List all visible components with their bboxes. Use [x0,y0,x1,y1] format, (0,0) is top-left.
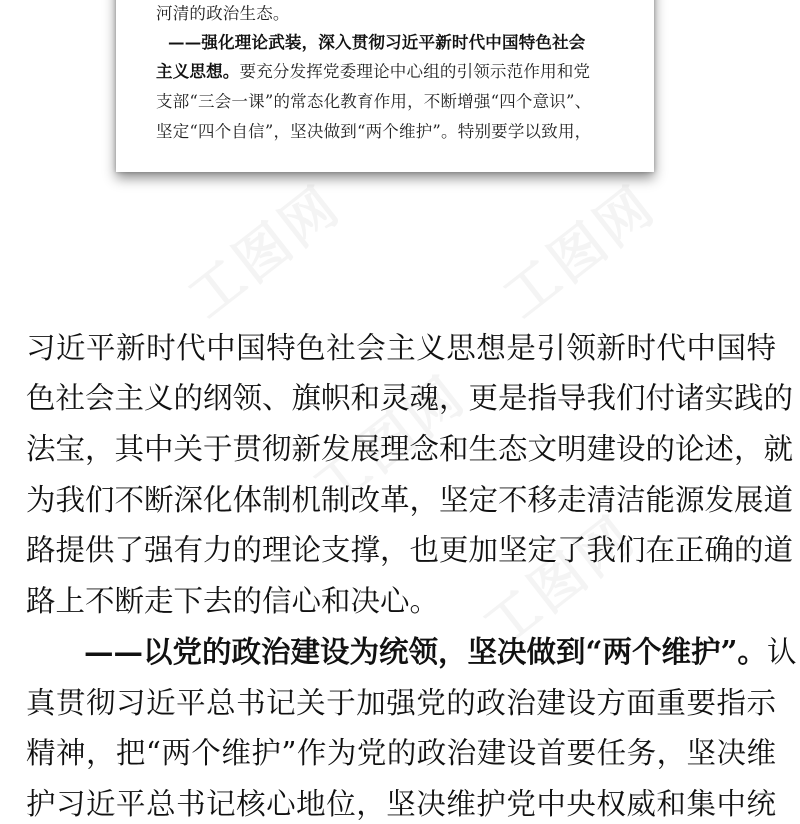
paragraph-line: 路上不断走下去的信心和决心。 [26,584,440,618]
section-heading: ——以党的政治建设为统领，坚决做到“两个维护”。 [84,634,767,669]
section-heading-line [84,632,797,672]
watermark [170,165,355,333]
card-heading-line [168,28,586,57]
watermark [485,165,670,333]
card-line: 河清的政治生态。 [156,4,290,23]
paragraph-line: 习近平新时代中国特色社会主义思想是引领新时代中国特 [26,331,776,365]
paragraph-line: 真贯彻习近平总书记关于加强党的政治建设方面重要指示 [26,686,776,720]
card-line: 坚定“四个自信”，坚决做到“两个维护”。特别要学以致用， [156,122,592,141]
document-excerpt-card [116,0,654,172]
card-line-normal: 要充分发挥党委理论中心组的引领示范作用和党 [239,62,591,81]
card-heading-strong: ——强化理论武装，深入贯彻习近平新时代中国特色社会 [168,33,586,52]
card-line: 支部“三会一课”的常态化教育作用，不断增强“四个意识”、 [156,92,592,111]
paragraph-line: 色社会主义的纲领、旗帜和灵魂，更是指导我们付诸实践的 [26,381,794,415]
paragraph-line: 法宝，其中关于贯彻新发展理念和生态文明建设的论述，就 [26,432,794,466]
paragraph-line: 路提供了强有力的理论支撑，也更加坚定了我们在正确的道 [26,533,794,567]
paragraph-line: 为我们不断深化体制机制改革，坚定不移走清洁能源发展道 [26,483,794,517]
card-line [156,57,590,86]
paragraph-line: 精神，把“两个维护”作为党的政治建设首要任务，坚决维 [26,736,776,770]
paragraph-line: 护习近平总书记核心地位，坚决维护党中央权威和集中统 [26,787,776,821]
section-heading-continuation: 认 [766,635,797,669]
card-heading-strong: 主义思想。 [156,62,240,81]
